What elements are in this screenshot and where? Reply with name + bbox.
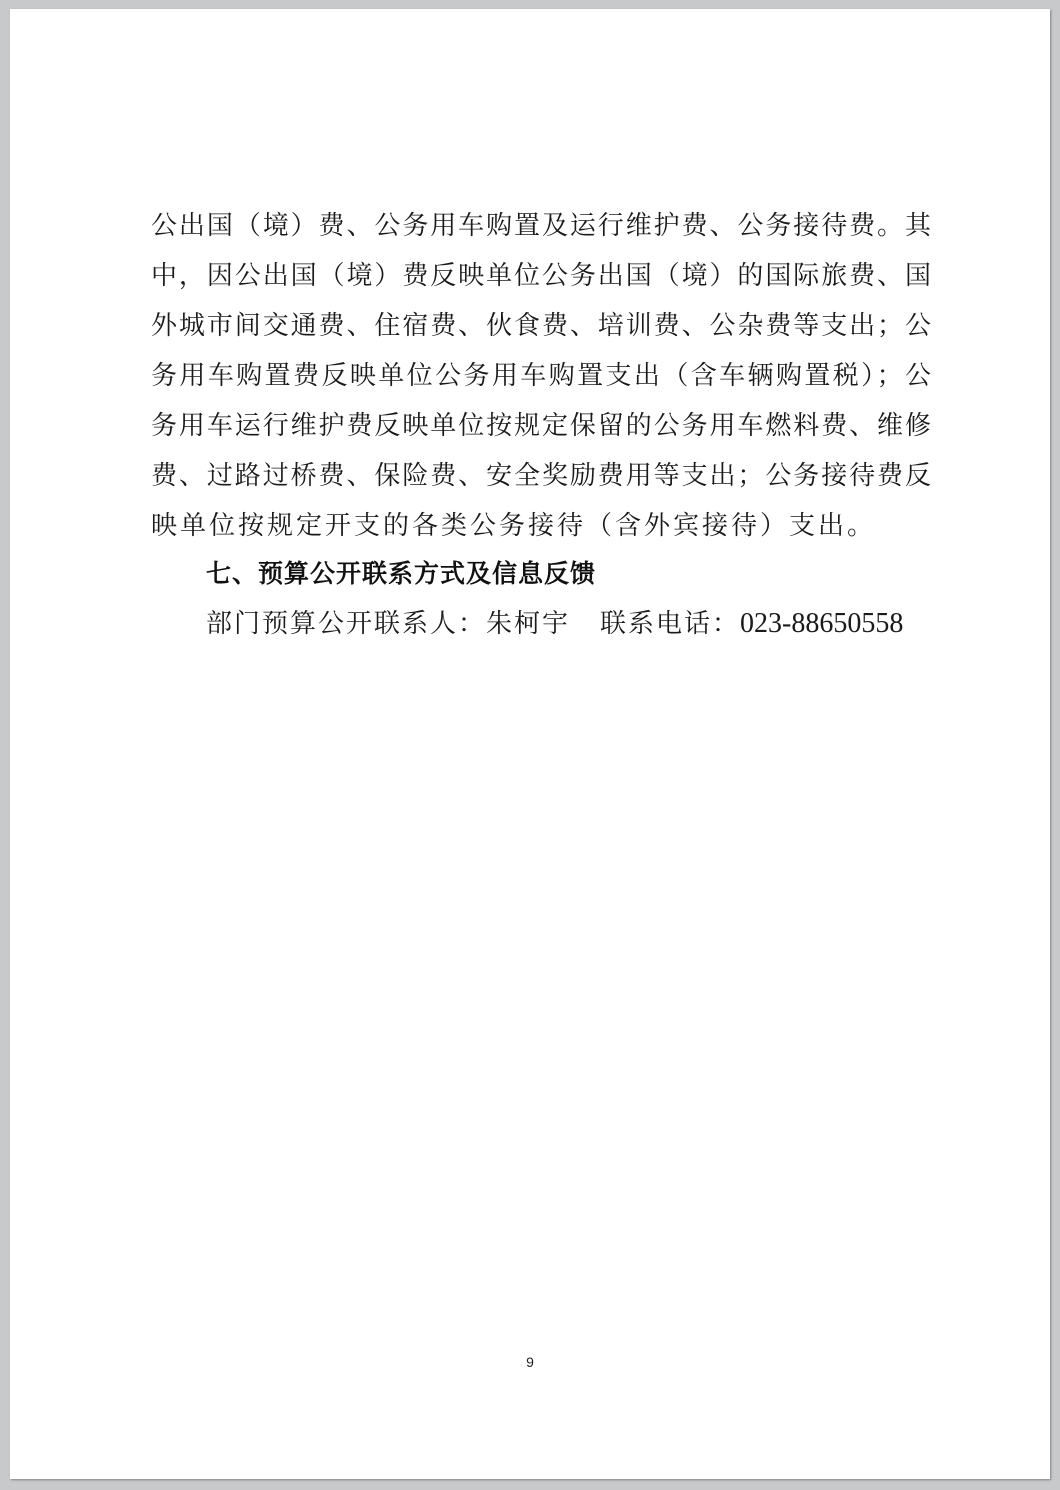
paragraph-line: 费、过路过桥费、保险费、安全奖励费用等支出；公务接待费反	[151, 461, 931, 491]
paragraph-line: 外城市间交通费、住宿费、伙食费、培训费、公杂费等支出；公	[151, 311, 931, 341]
paragraph-line: 务用车运行维护费反映单位按规定保留的公务用车燃料费、维修	[151, 411, 931, 441]
paragraph-line: 公出国（境）费、公务用车购置及运行维护费、公务接待费。其	[151, 211, 931, 241]
contact-phone-number: 023-88650558	[740, 608, 904, 639]
paragraph-line: 务用车购置费反映单位公务用车购置支出（含车辆购置税）；公	[151, 361, 931, 391]
paragraph-line: 中，因公出国（境）费反映单位公务出国（境）的国际旅费、国	[151, 261, 931, 291]
contact-person-label: 部门预算公开联系人：	[206, 609, 487, 639]
document-page	[10, 9, 1050, 1479]
page-number: 9	[526, 1354, 534, 1370]
contact-phone-label: 联系电话：	[600, 609, 741, 639]
body-paragraph	[151, 201, 931, 551]
contact-person-name: 朱柯宇	[486, 609, 571, 639]
paragraph-line: 映单位按规定开支的各类公务接待（含外宾接待）支出。	[151, 511, 877, 541]
contact-info	[206, 599, 903, 649]
section-heading: 七、预算公开联系方式及信息反馈	[206, 559, 597, 588]
